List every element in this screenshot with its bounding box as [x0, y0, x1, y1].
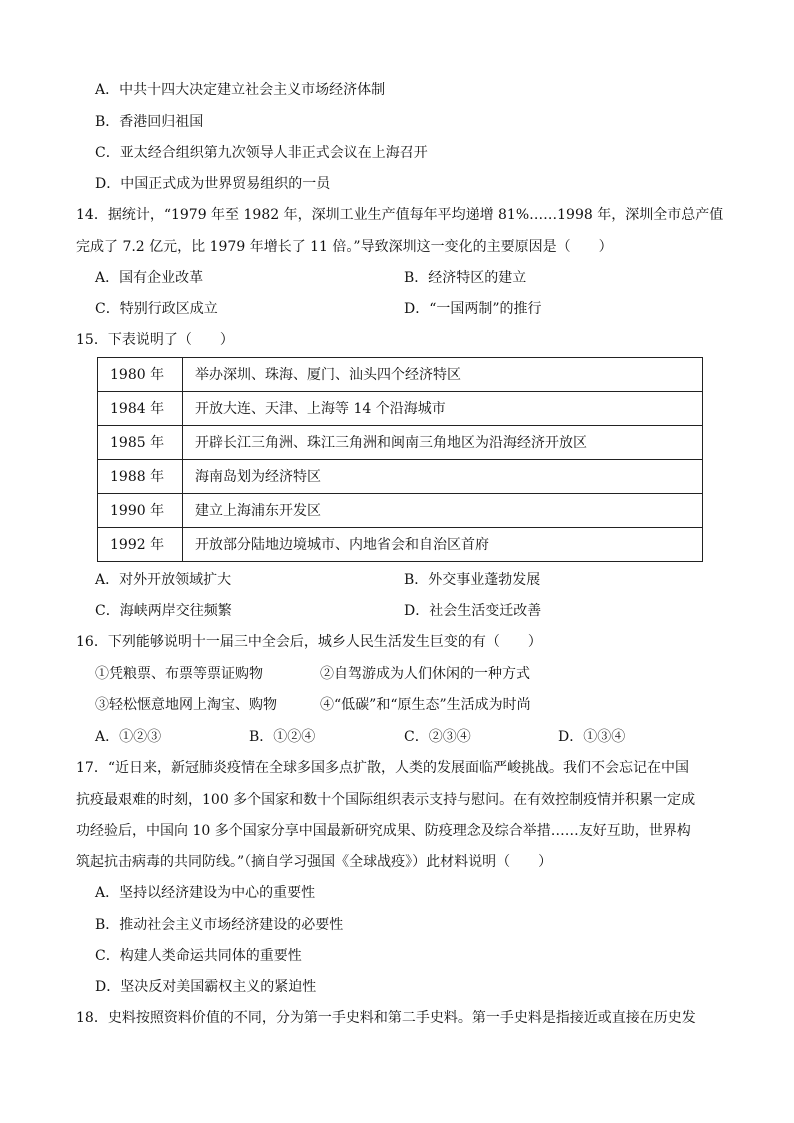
q14-option-c: C．特别行政区成立: [95, 301, 218, 317]
q17-option-a: A．坚持以经济建设为中心的重要性: [95, 885, 316, 901]
q13-option-c: C．亚太经合组织第九次领导人非正式会议在上海召开: [95, 145, 428, 161]
table-cell-year: 1988 年: [98, 460, 183, 494]
q14-stem-line2: 完成了 7.2 亿元，比 1979 年增长了 11 倍。”导致深圳这一变化的主要原因是（ ）: [76, 239, 613, 255]
table-cell-event: 开辟长江三角洲、珠江三角洲和闽南三角地区为沿海经济开放区: [183, 426, 703, 460]
table-cell-event: 开放部分陆地边境城市、内地省会和自治区首府: [183, 528, 703, 562]
table-cell-event: 海南岛划为经济特区: [183, 460, 703, 494]
table-cell-year: 1990 年: [98, 494, 183, 528]
q14-option-b: B．经济特区的建立: [404, 270, 527, 286]
table-cell-year: 1992 年: [98, 528, 183, 562]
q13-option-d: D．中国正式成为世界贸易组织的一员: [95, 176, 331, 192]
q16-option-a: A．①②③: [95, 729, 162, 745]
q17-stem-line2: 抗疫最艰难的时刻，100 多个国家和数十个国际组织表示支持与慰问。在有效控制疫情并积累一定成: [76, 792, 696, 808]
table-row: [98, 460, 703, 494]
table-cell-year: 1985 年: [98, 426, 183, 460]
q15-option-a: A．对外开放领域扩大: [95, 572, 232, 588]
q17-option-b: B．推动社会主义市场经济建设的必要性: [95, 917, 344, 933]
q16-option-b: B．①②④: [249, 729, 316, 745]
q16-stem: 16．下列能够说明十一届三中全会后，城乡人民生活发生巨变的有（ ）: [76, 634, 542, 650]
table-cell-year: 1984 年: [98, 392, 183, 426]
table-cell-year: 1980 年: [98, 358, 183, 392]
q16-item-4: ④“低碳”和“原生态”生活成为时尚: [320, 697, 531, 713]
q13-option-a: A．中共十四大决定建立社会主义市场经济体制: [95, 82, 386, 98]
q16-item-1: ①凭粮票、布票等票证购物: [95, 666, 263, 682]
q15-table: [97, 357, 703, 562]
q16-item-2: ②自驾游成为人们休闲的一种方式: [320, 666, 530, 682]
q16-item-3: ③轻松惬意地网上淘宝、购物: [95, 697, 277, 713]
q16-option-c: C．②③④: [404, 729, 471, 745]
table-cell-event: 开放大连、天津、上海等 14 个沿海城市: [183, 392, 703, 426]
q17-stem-line4: 筑起抗击病毒的共同防线。”（摘自学习强国《全球战疫》）此材料说明（ ）: [76, 854, 553, 870]
q15-option-c: C．海峡两岸交往频繁: [95, 603, 232, 619]
q18-stem-line1: 18．史料按照资料价值的不同，分为第一手史料和第二手史料。第一手史料是指接近或直接在历史发: [76, 1010, 696, 1026]
q14-stem-line1: 14．据统计，“1979 年至 1982 年，深圳工业生产值每年平均递增 81%……1998 年，深圳全市总产值: [76, 207, 724, 223]
table-cell-event: 建立上海浦东开发区: [183, 494, 703, 528]
table-row: [98, 392, 703, 426]
table-row: [98, 358, 703, 392]
q13-option-b: B．香港回归祖国: [95, 114, 204, 130]
q17-stem-line1: 17．“近日来，新冠肺炎疫情在全球多国多点扩散，人类的发展面临严峻挑战。我们不会忘记在中国: [76, 760, 689, 776]
table-row: [98, 528, 703, 562]
q15-stem: 15．下表说明了（ ）: [76, 332, 234, 348]
q15-option-b: B．外交事业蓬勃发展: [404, 572, 541, 588]
q14-option-d: D．“一国两制”的推行: [404, 301, 542, 317]
q17-stem-line3: 功经验后，中国向 10 多个国家分享中国最新研究成果、防疫理念及综合举措……友好互助，世界构: [76, 823, 691, 839]
q16-option-d: D．①③④: [558, 729, 626, 745]
q15-option-d: D．社会生活变迁改善: [404, 603, 542, 619]
table-row: [98, 494, 703, 528]
q17-option-d: D．坚决反对美国霸权主义的紧迫性: [95, 979, 317, 995]
table-cell-event: 举办深圳、珠海、厦门、汕头四个经济特区: [183, 358, 703, 392]
q14-option-a: A．国有企业改革: [95, 270, 204, 286]
q17-option-c: C．构建人类命运共同体的重要性: [95, 948, 302, 964]
table-row: [98, 426, 703, 460]
